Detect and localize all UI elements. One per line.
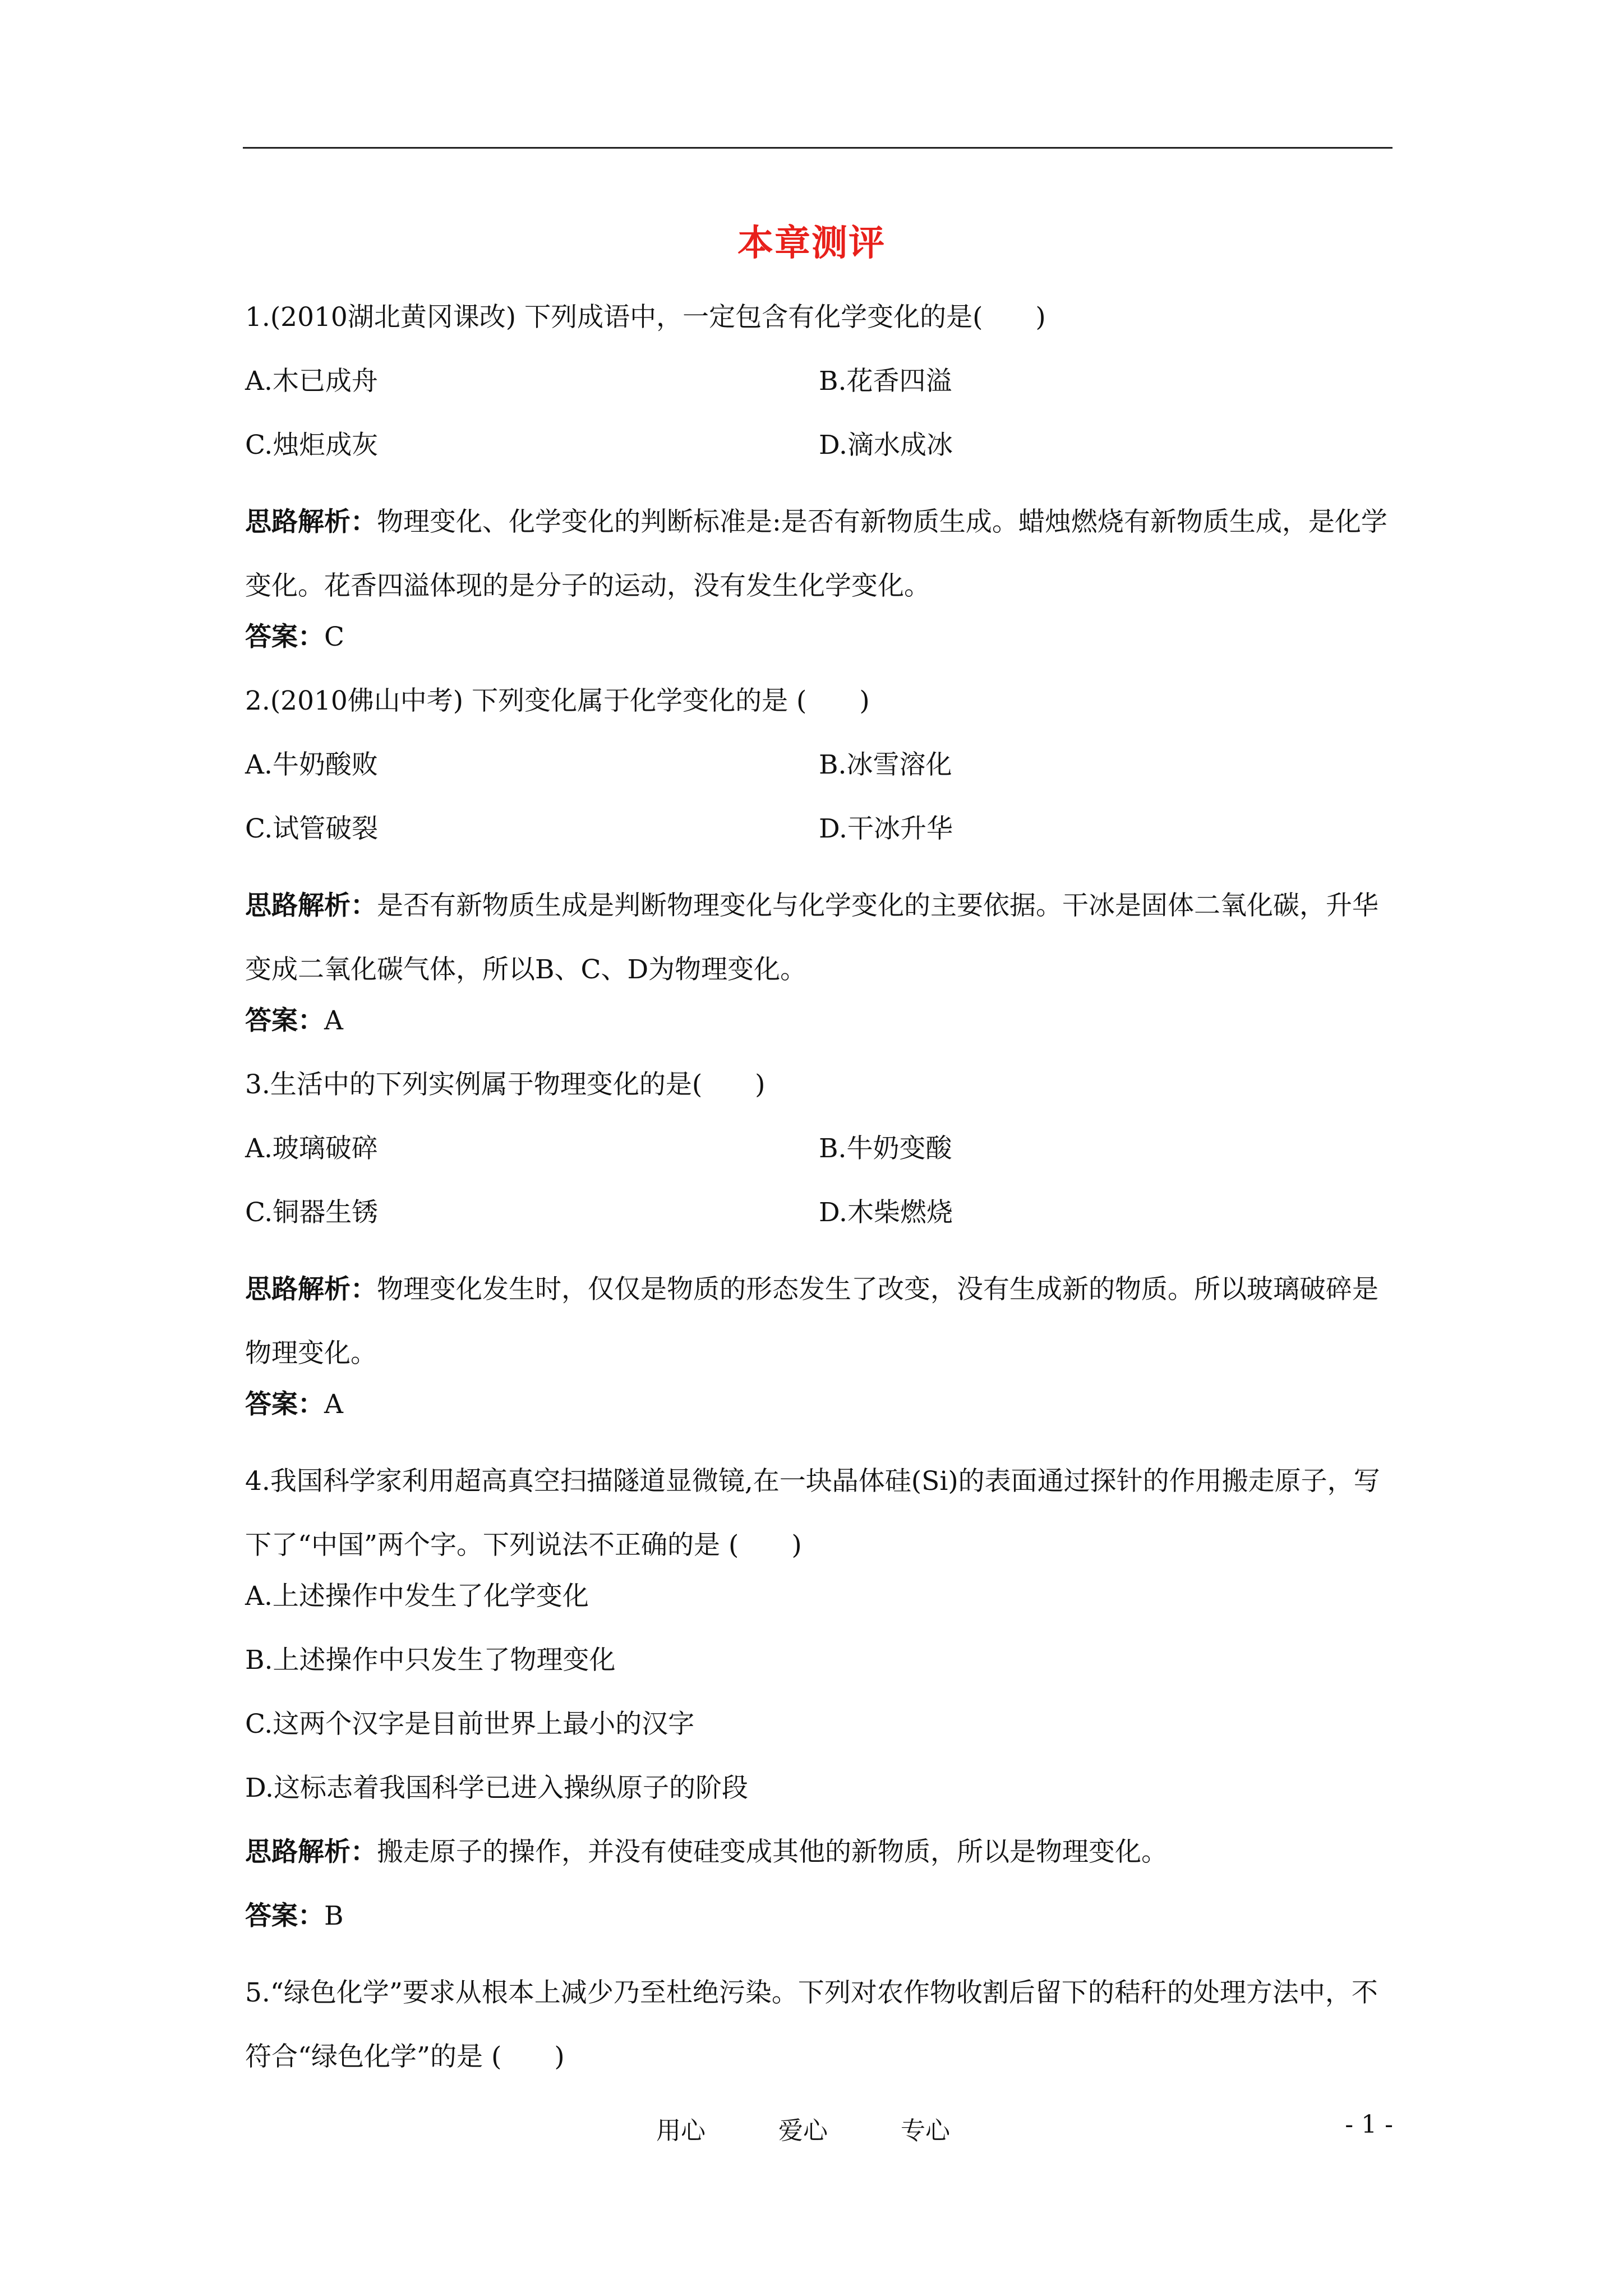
q4-answer-value: B xyxy=(324,1901,344,1931)
q4-answer-label: 答案： xyxy=(245,1901,324,1931)
q4-option-a: A.上述操作中发生了化学变化 xyxy=(245,1581,589,1612)
q2-option-c: C.试管破裂 xyxy=(245,813,379,844)
q1-options-row-1 xyxy=(245,362,1393,426)
footer-motto xyxy=(656,2110,1023,2146)
q2-option-a: A.牛奶酸败 xyxy=(245,749,378,780)
q2-analysis xyxy=(245,874,1393,1002)
q2-answer-label: 答案： xyxy=(245,1005,324,1036)
q3-answer xyxy=(245,1386,1393,1450)
q4-analysis xyxy=(245,1833,1393,1897)
q1-analysis-text: 物理变化、化学变化的判断标准是:是否有新物质生成。蜡烛燃烧有新物质生成，是化学变化。花香四溢体现的是分子的运动，没有发生化学变化。 xyxy=(245,507,1387,601)
q1-answer-label: 答案： xyxy=(245,622,324,652)
q2-stem: 2.(2010佛山中考) 下列变化属于化学变化的是 ( ) xyxy=(245,685,870,716)
q1-option-a: A.木已成舟 xyxy=(245,366,378,397)
page-title: 本章测评 xyxy=(737,223,886,264)
q1-answer xyxy=(245,618,1393,682)
q1-option-c: C.烛炬成灰 xyxy=(245,430,379,461)
page-footer xyxy=(0,2110,1623,2144)
q3-stem: 3.生活中的下列实例属于物理变化的是( ) xyxy=(245,1069,766,1100)
q3-options-row-1 xyxy=(245,1130,1393,1194)
q1-options-row-2 xyxy=(245,426,1393,490)
footer-word-3: 专心 xyxy=(901,2116,950,2145)
q3-option-c: C.铜器生锈 xyxy=(245,1197,379,1228)
q2-analysis-label: 思路解析： xyxy=(245,890,377,921)
q1-stem: 1.(2010湖北黄冈课改) 下列成语中，一定包含有化学变化的是( ) xyxy=(245,302,1046,333)
q3-answer-value: A xyxy=(324,1389,343,1420)
q2-option-b: B.冰雪溶化 xyxy=(819,749,952,780)
document-body xyxy=(245,298,1393,2089)
q3-analysis xyxy=(245,1258,1393,1386)
q3-option-b: B.牛奶变酸 xyxy=(819,1133,952,1164)
q4-option-b: B.上述操作中只发生了物理变化 xyxy=(245,1645,616,1676)
q4-answer xyxy=(245,1897,1393,1961)
q4-stem: 4.我国科学家利用超高真空扫描隧道显微镜,在一块晶体硅(Si)的表面通过探针的作用搬走原子，写下了“中国”两个字。下列说法不正确的是 ( ) xyxy=(245,1466,1380,1561)
q2-analysis-text: 是否有新物质生成是判断物理变化与化学变化的主要依据。干冰是固体二氧化碳，升华变成二氧化碳气体，所以B、C、D为物理变化。 xyxy=(245,890,1378,985)
header-rule xyxy=(243,147,1393,149)
q2-answer xyxy=(245,1002,1393,1066)
q1-analysis xyxy=(245,490,1393,618)
q2-options-row-2 xyxy=(245,810,1393,874)
footer-word-1: 用心 xyxy=(656,2116,706,2145)
q1-option-b: B.花香四溢 xyxy=(819,366,952,397)
q3-analysis-text: 物理变化发生时，仅仅是物质的形态发生了改变，没有生成新的物质。所以玻璃破碎是物理变化。 xyxy=(245,1274,1378,1369)
q5-stem: 5.“绿色化学”要求从根本上减少乃至杜绝污染。下列对农作物收割后留下的秸秆的处理方法中，不符合“绿色化学”的是 ( ) xyxy=(245,1977,1378,2072)
q4-option-c: C.这两个汉字是目前世界上最小的汉字 xyxy=(245,1709,695,1740)
q4-analysis-text: 搬走原子的操作，并没有使硅变成其他的新物质，所以是物理变化。 xyxy=(377,1837,1168,1867)
q2-option-d: D.干冰升华 xyxy=(819,813,953,844)
q2-answer-value: A xyxy=(324,1005,343,1036)
q1-option-d: D.滴水成冰 xyxy=(819,430,953,461)
q3-options-row-2 xyxy=(245,1194,1393,1258)
q1-analysis-label: 思路解析： xyxy=(245,507,377,537)
q3-analysis-label: 思路解析： xyxy=(245,1274,377,1305)
q2-options-row-1 xyxy=(245,746,1393,810)
q3-answer-label: 答案： xyxy=(245,1389,324,1420)
q4-analysis-label: 思路解析： xyxy=(245,1837,377,1867)
q1-answer-value: C xyxy=(324,622,344,652)
page-number: - 1 - xyxy=(1345,2110,1393,2139)
q4-option-d: D.这标志着我国科学已进入操纵原子的阶段 xyxy=(245,1773,748,1803)
footer-word-2: 爱心 xyxy=(778,2116,828,2145)
q3-option-a: A.玻璃破碎 xyxy=(245,1133,378,1164)
q3-option-d: D.木柴燃烧 xyxy=(819,1197,953,1228)
